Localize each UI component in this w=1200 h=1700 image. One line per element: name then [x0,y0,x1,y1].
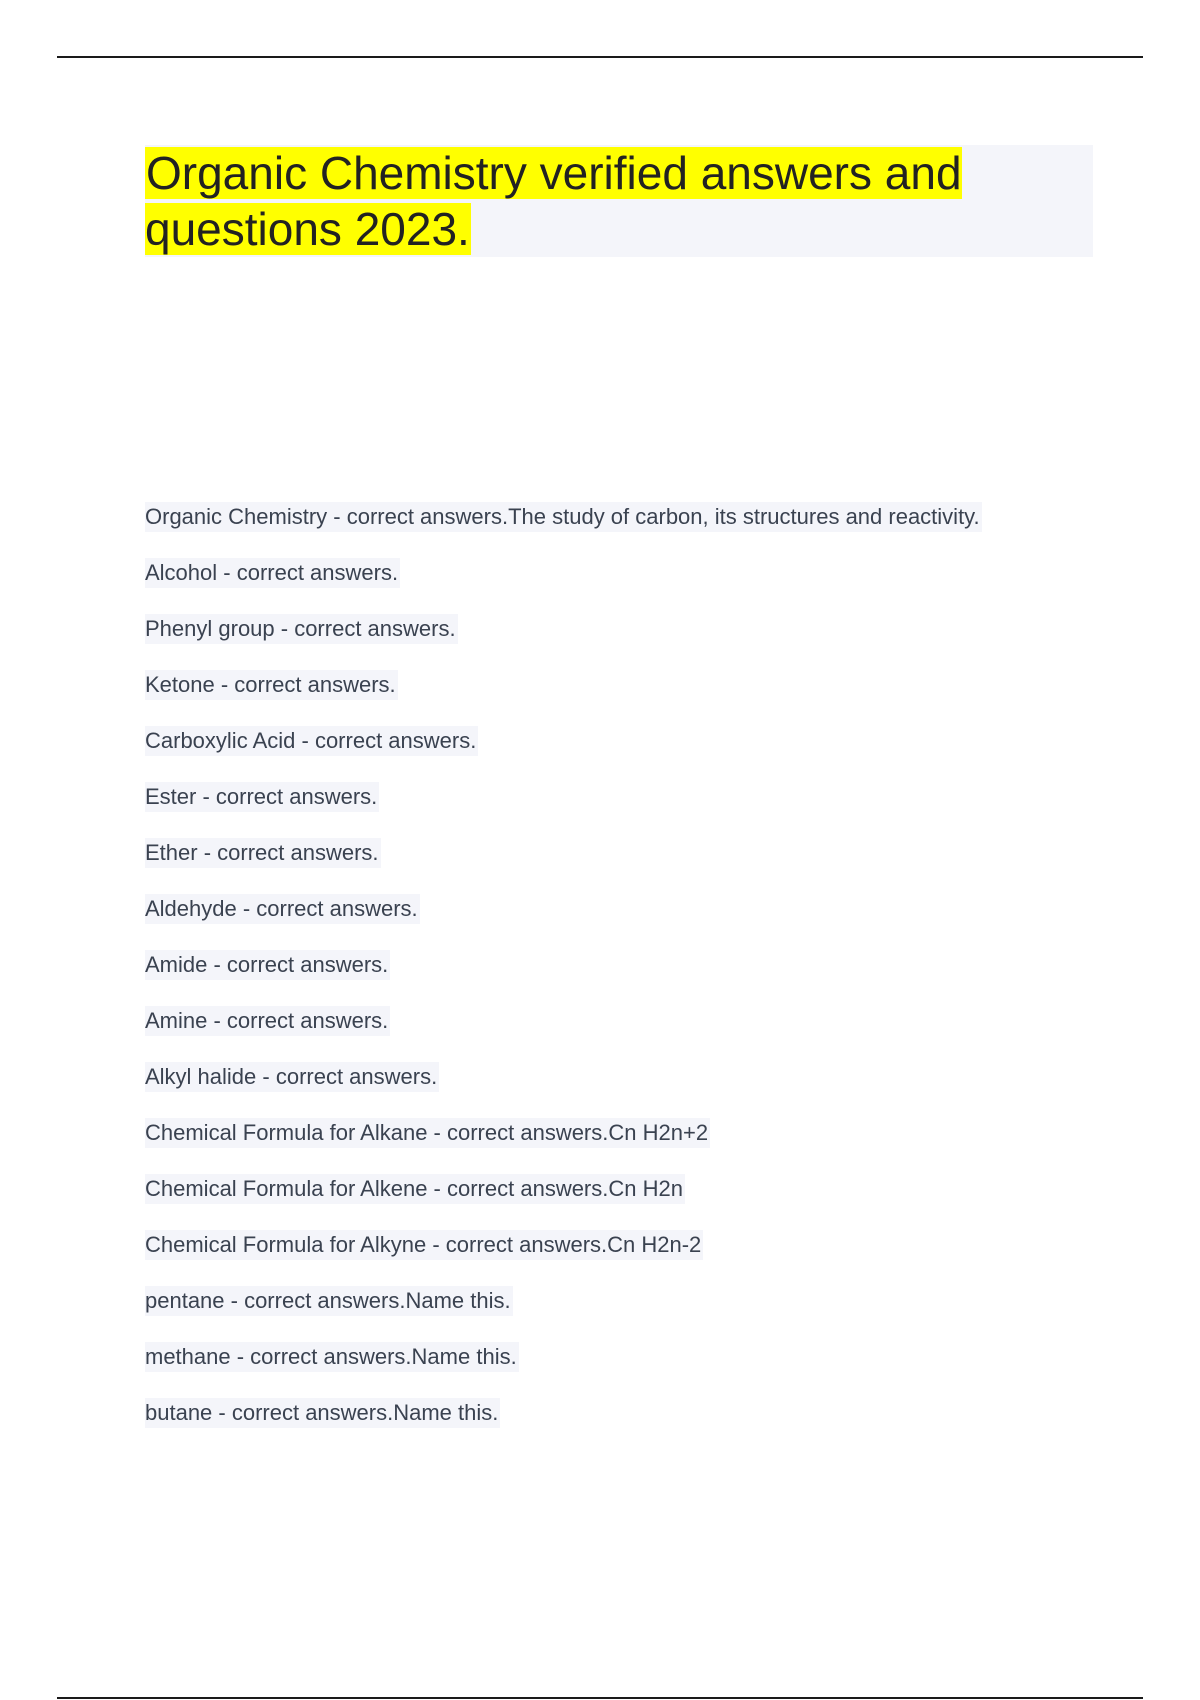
page-title [145,145,1093,257]
qa-text: Aldehyde - correct answers. [145,894,420,924]
qa-text: Chemical Formula for Alkane - correct answers.Cn H2n+2 [145,1118,710,1148]
qa-text: Organic Chemistry - correct answers.The study of carbon, its structures and reactivity. [145,502,982,532]
top-rule [57,56,1143,58]
list-item [145,726,982,782]
qa-text: Ether - correct answers. [145,838,381,868]
title-highlight: Organic Chemistry verified answers and questions 2023. [145,147,962,255]
qa-text: Phenyl group - correct answers. [145,614,458,644]
qa-text: Alkyl halide - correct answers. [145,1062,439,1092]
list-item [145,838,982,894]
qa-text: Ketone - correct answers. [145,670,398,700]
list-item [145,614,982,670]
qa-text: Alcohol - correct answers. [145,558,400,588]
qa-text: Ester - correct answers. [145,782,379,812]
list-item [145,1342,982,1398]
list-item [145,558,982,614]
list-item [145,950,982,1006]
list-item [145,502,982,558]
qa-list [145,502,982,1454]
qa-text: Amide - correct answers. [145,950,390,980]
qa-text: butane - correct answers.Name this. [145,1398,500,1428]
qa-text: methane - correct answers.Name this. [145,1342,519,1372]
list-item [145,1398,982,1454]
list-item [145,782,982,838]
qa-text: pentane - correct answers.Name this. [145,1286,513,1316]
list-item [145,894,982,950]
qa-text: Amine - correct answers. [145,1006,390,1036]
list-item [145,1286,982,1342]
list-item [145,1230,982,1286]
list-item [145,1062,982,1118]
qa-text: Chemical Formula for Alkene - correct answers.Cn H2n [145,1174,685,1204]
bottom-rule [57,1697,1143,1699]
qa-text: Chemical Formula for Alkyne - correct answers.Cn H2n-2 [145,1230,703,1260]
title-block [145,145,1093,257]
qa-text: Carboxylic Acid - correct answers. [145,726,478,756]
list-item [145,670,982,726]
list-item [145,1006,982,1062]
list-item [145,1174,982,1230]
list-item [145,1118,982,1174]
